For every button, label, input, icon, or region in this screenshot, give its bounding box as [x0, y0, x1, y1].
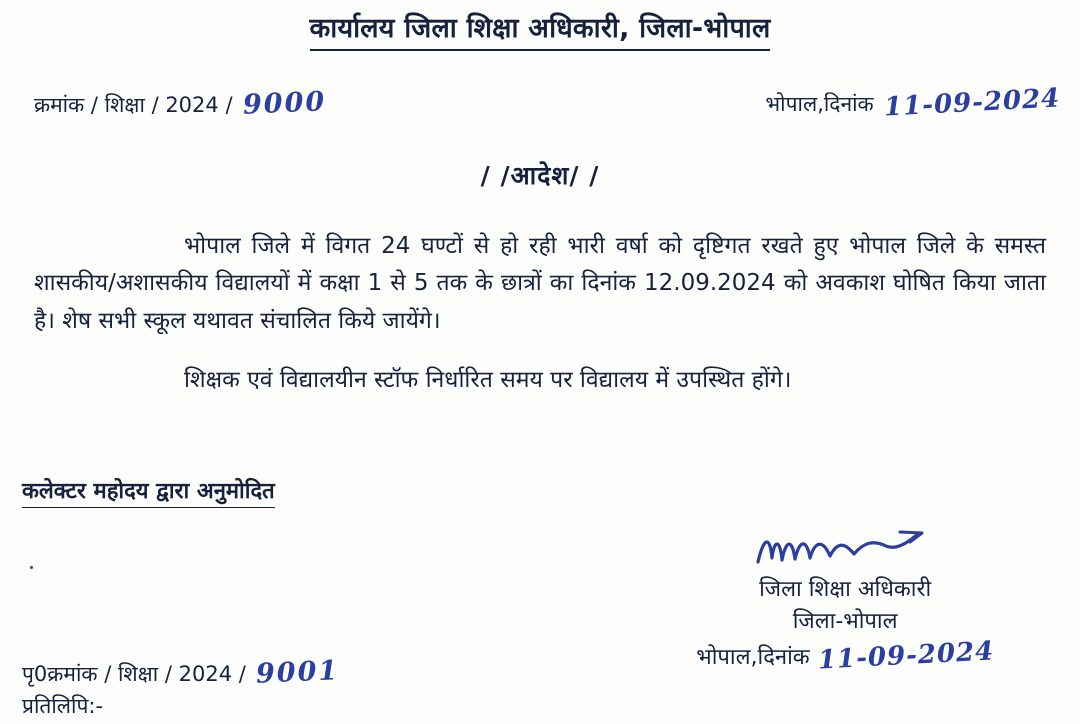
paragraph-main: भोपाल जिले में विगत 24 घण्टों से हो रही भारी वर्षा को दृष्टिगत रखते हुए भोपाल जिले के समस्त शासकीय/अशासकीय विद्यालयों में कक्षा 1 से 5 तक के छात्रों का दिनांक 12.09.2024 को अवकाश घोषित किया जाता है। शेष सभी स्कूल यथावत संचालित किये जायेंगे। [34, 233, 1046, 334]
signatory-date-row [696, 638, 994, 676]
issue-date-handwritten: 11-09-2024 [883, 83, 1061, 123]
place-date-label: भोपाल,दिनांक [765, 92, 874, 116]
signatory-date-handwritten: 11-09-2024 [816, 636, 995, 676]
reference-label: क्रमांक / शिक्षा / 2024 / [34, 93, 233, 117]
office-title: कार्यालय जिला शिक्षा अधिकारी, जिला-भोपाल [310, 12, 771, 51]
approval-note: कलेक्टर महोदय द्वारा अनुमोदित [22, 475, 275, 508]
paragraph-staff: शिक्षक एवं विद्यालयीन स्टॉफ निर्धारित समय पर विद्यालय में उपस्थित होंगे। [184, 366, 792, 393]
reference-right [765, 83, 1061, 123]
signature-icon [696, 528, 994, 570]
signatory-designation: जिला शिक्षा अधिकारी [759, 577, 932, 602]
reference-row [34, 83, 1061, 123]
footer-reference [22, 657, 339, 688]
signature-block [696, 528, 994, 675]
reference-number-handwritten: 9000 [241, 86, 327, 121]
order-heading: / /आदेश/ / [480, 161, 600, 190]
reference-left [34, 88, 326, 119]
footer-reference-label: पृ0क्रमांक / शिक्षा / 2024 / [22, 662, 246, 686]
document-body [34, 228, 1046, 417]
copy-to-label: प्रतिलिपि:- [22, 694, 104, 718]
ink-dot [30, 566, 33, 569]
footer-reference-number-handwritten: 9001 [255, 655, 340, 690]
signatory-place-label: भोपाल,दिनांक [696, 644, 810, 670]
document-header [0, 12, 1080, 51]
signatory-district: जिला-भोपाल [792, 608, 898, 634]
